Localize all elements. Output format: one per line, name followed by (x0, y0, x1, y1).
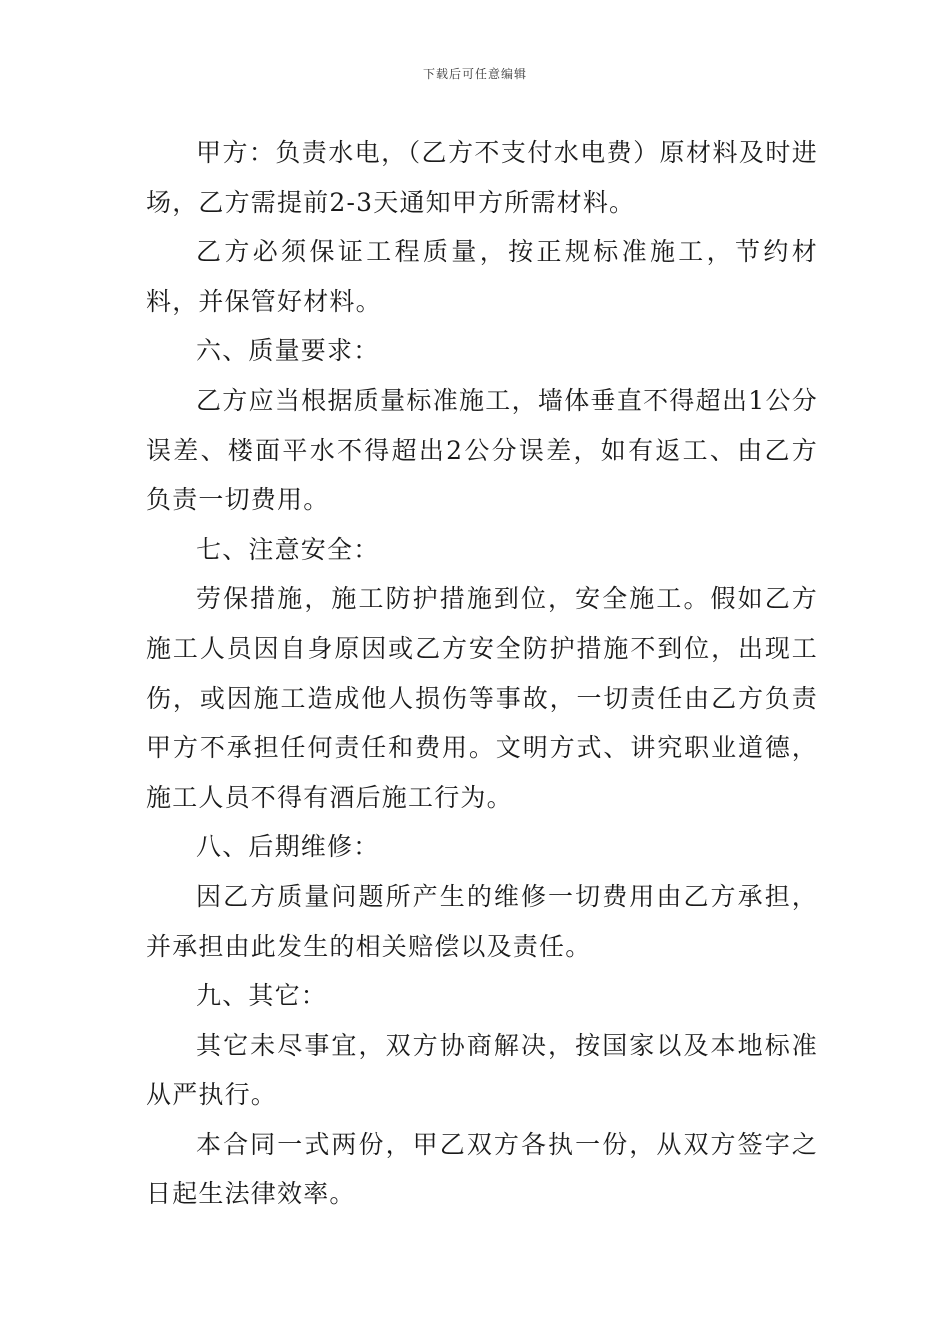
section-heading-safety: 七、注意安全： (196, 534, 380, 564)
paragraph-quality-guarantee: 乙方必须保证工程质量，按正规标准施工，节约材料，并保管好材料。 (146, 237, 818, 316)
section-heading-quality: 六、质量要求： (196, 336, 380, 366)
paragraph-copies: 本合同一式两份，甲乙双方各执一份，从双方签字之日起生法律效率。 (146, 1129, 818, 1209)
section-heading-other: 九、其它： (196, 981, 328, 1011)
paragraph-materials: 甲方：负责水电，（乙方不支付水电费）原材料及时进场，乙方需提前2-3天通知甲方所需材料。 (146, 138, 818, 217)
paragraph-other: 其它未尽事宜，双方协商解决，按国家以及本地标准从严执行。 (146, 1030, 818, 1110)
paragraph-safety: 劳保措施，施工防护措施到位，安全施工。假如乙方施工人员因自身原因或乙方安全防护措施不到位，出现工伤，或因施工造成他人损伤等事故，一切责任由乙方负责甲方不承担任何责任和费用。文明方式、讲究职业道德，施工人员不得有酒后施工行为。 (146, 584, 818, 812)
paragraph-maintenance: 因乙方质量问题所产生的维修一切费用由乙方承担，并承担由此发生的相关赔偿以及责任。 (146, 881, 818, 961)
section-heading-maintenance: 八、后期维修： (196, 832, 380, 862)
document-body (146, 128, 818, 1219)
paragraph-quality-standard: 乙方应当根据质量标准施工，墙体垂直不得超出1公分误差、楼面平水不得超出2公分误差，如有返工、由乙方负责一切费用。 (146, 385, 818, 515)
page-header: 下载后可任意编辑 (422, 67, 527, 81)
